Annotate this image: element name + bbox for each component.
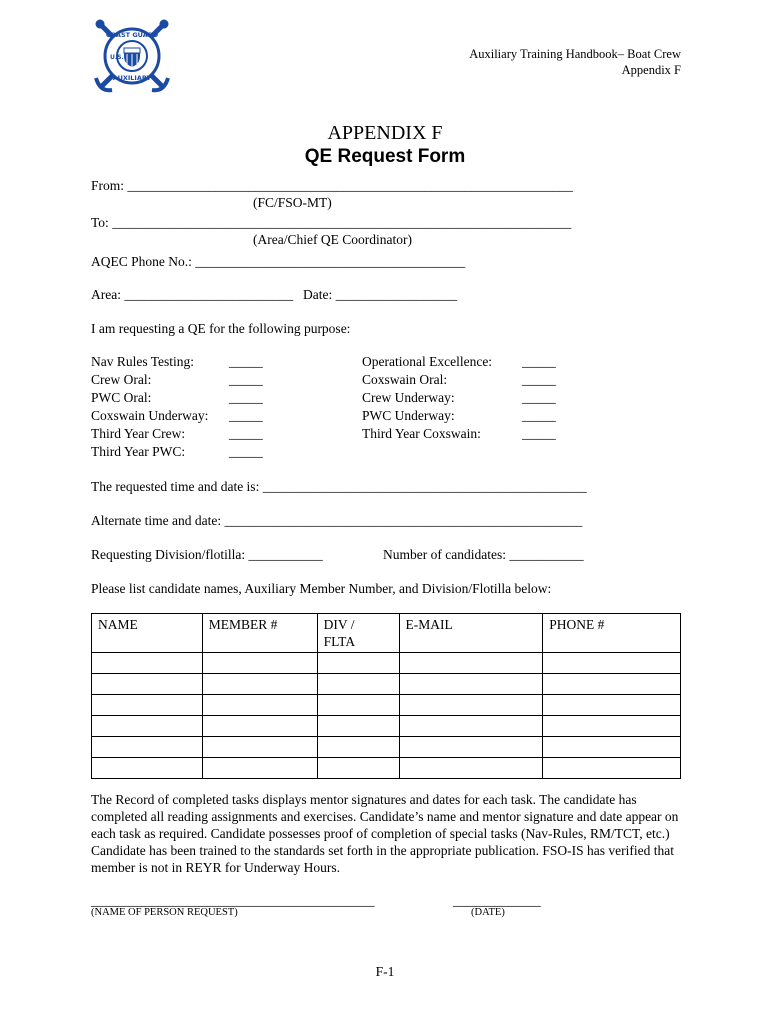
purpose-left-1: Crew Oral: xyxy=(91,372,152,387)
cell-div[interactable] xyxy=(317,653,399,674)
purpose-intro: I am requesting a QE for the following purpose: xyxy=(91,321,351,336)
cell-email[interactable] xyxy=(399,716,543,737)
cell-div[interactable] xyxy=(317,758,399,779)
appendix-title: APPENDIX F xyxy=(327,122,443,144)
certification-paragraph: The Record of completed tasks displays mentor signatures and dates for each task. The candidate has completed all reading assignments and exercises. Candidate’s name and mentor signature and date appear on each task as required. Candidate possesses proof of completion of special tasks (Nav-Rules, RM/TCT, etc.) Candidate has been trained to the standards set forth in the appropriate publication. FSO-IS has verified that member is not in REYR for Underway Hours. xyxy=(91,792,679,875)
to-caption: (Area/Chief QE Coordinator) xyxy=(253,232,412,247)
header-div-flta-text: DIV / FLTA xyxy=(323,617,356,649)
alternate-time-line[interactable] xyxy=(91,513,582,529)
purpose-left-5-blank[interactable]: _____ xyxy=(229,444,263,459)
candidates-count-label: Number of candidates: xyxy=(383,547,510,562)
svg-text:COAST GUARD: COAST GUARD xyxy=(105,31,159,39)
candidates-count-line[interactable] xyxy=(383,547,584,563)
page-number: F-1 xyxy=(375,964,395,979)
purpose-right-4: Third Year Coxswain: xyxy=(362,426,481,441)
purpose-right-0: Operational Excellence: xyxy=(362,354,493,369)
area-blank[interactable]: _________________________ xyxy=(124,287,294,302)
to-line[interactable] xyxy=(91,215,571,231)
date-label: Date: xyxy=(303,287,336,302)
purpose-left-5: Third Year PWC: xyxy=(91,444,186,459)
purpose-left-3: Coxswain Underway: xyxy=(91,408,209,423)
cell-member[interactable] xyxy=(202,758,317,779)
purpose-right-1: Coxswain Oral: xyxy=(362,372,448,387)
cell-name[interactable] xyxy=(92,758,203,779)
cell-phone[interactable] xyxy=(543,716,681,737)
cell-phone[interactable] xyxy=(543,674,681,695)
header-email: E-MAIL xyxy=(399,614,543,653)
header-phone: PHONE # xyxy=(543,614,681,653)
cell-email[interactable] xyxy=(399,695,543,716)
cell-name[interactable] xyxy=(92,653,203,674)
header-div-flta xyxy=(317,614,399,653)
cell-member[interactable] xyxy=(202,674,317,695)
cell-member[interactable] xyxy=(202,695,317,716)
purpose-left-0-blank[interactable]: _____ xyxy=(229,354,263,369)
requested-time-blank[interactable]: ________________________________________________ xyxy=(262,479,587,494)
table-row[interactable] xyxy=(92,737,681,758)
cell-email[interactable] xyxy=(399,758,543,779)
svg-text:AUXILIARY: AUXILIARY xyxy=(112,74,152,82)
cell-div[interactable] xyxy=(317,716,399,737)
running-header xyxy=(469,46,681,78)
purpose-left-1-blank[interactable]: _____ xyxy=(229,372,263,387)
form-title: QE Request Form xyxy=(304,146,466,167)
aqec-phone-line[interactable] xyxy=(91,254,465,270)
date-line[interactable] xyxy=(303,287,457,303)
purpose-right-4-blank[interactable]: _____ xyxy=(522,426,556,441)
from-blank[interactable]: __________________________________________________________________ xyxy=(127,178,573,193)
purpose-left-4-blank[interactable]: _____ xyxy=(229,426,263,441)
candidates-count-blank[interactable]: ___________ xyxy=(509,547,584,562)
division-line[interactable] xyxy=(91,547,323,563)
alternate-time-blank[interactable]: _____________________________________________________ xyxy=(224,513,583,528)
table-header-row xyxy=(92,614,681,653)
aqec-blank[interactable]: ________________________________________ xyxy=(195,254,466,269)
signature-caption: (NAME OF PERSON REQUEST) xyxy=(91,907,238,918)
cell-email[interactable] xyxy=(399,737,543,758)
cell-email[interactable] xyxy=(399,674,543,695)
cell-name[interactable] xyxy=(92,716,203,737)
requested-time-label: The requested time and date is: xyxy=(91,479,263,494)
cell-member[interactable] xyxy=(202,737,317,758)
from-label: From: xyxy=(91,178,128,193)
sig-date-caption: (DATE) xyxy=(471,907,505,918)
cell-member[interactable] xyxy=(202,653,317,674)
header-line1: Auxiliary Training Handbook– Boat Crew xyxy=(469,47,681,61)
requested-time-line[interactable] xyxy=(91,479,587,495)
signature-blank[interactable]: __________________________________________ xyxy=(91,893,375,908)
purpose-right-3-blank[interactable]: _____ xyxy=(522,408,556,423)
cell-name[interactable] xyxy=(92,695,203,716)
cell-name[interactable] xyxy=(92,737,203,758)
purpose-left-2-blank[interactable]: _____ xyxy=(229,390,263,405)
purpose-right-3: PWC Underway: xyxy=(362,408,455,423)
division-blank[interactable]: ___________ xyxy=(248,547,323,562)
to-blank[interactable]: ____________________________________________________________________ xyxy=(112,215,572,230)
purpose-right-1-blank[interactable]: _____ xyxy=(522,372,556,387)
table-row[interactable] xyxy=(92,695,681,716)
cell-phone[interactable] xyxy=(543,695,681,716)
table-row[interactable] xyxy=(92,758,681,779)
area-line[interactable] xyxy=(91,287,293,303)
purpose-right-0-blank[interactable]: _____ xyxy=(522,354,556,369)
purpose-left-4: Third Year Crew: xyxy=(91,426,186,441)
alternate-time-label: Alternate time and date: xyxy=(91,513,225,528)
cell-div[interactable] xyxy=(317,737,399,758)
svg-text:U.S.: U.S. xyxy=(110,54,124,61)
aqec-label: AQEC Phone No.: xyxy=(91,254,196,269)
cell-div[interactable] xyxy=(317,674,399,695)
cell-phone[interactable] xyxy=(543,737,681,758)
candidate-table xyxy=(91,613,681,779)
header-line2: Appendix F xyxy=(621,63,681,77)
table-row[interactable] xyxy=(92,716,681,737)
cell-name[interactable] xyxy=(92,674,203,695)
cell-phone[interactable] xyxy=(543,653,681,674)
table-row[interactable] xyxy=(92,653,681,674)
to-label: To: xyxy=(91,215,113,230)
sig-date-blank[interactable]: _____________ xyxy=(453,893,541,908)
coast-guard-auxiliary-logo xyxy=(94,18,170,94)
purpose-left-0: Nav Rules Testing: xyxy=(91,354,195,369)
cell-member[interactable] xyxy=(202,716,317,737)
purpose-right-2-blank[interactable]: _____ xyxy=(522,390,556,405)
header-name: NAME xyxy=(92,614,203,653)
cell-email[interactable] xyxy=(399,653,543,674)
from-caption: (FC/FSO-MT) xyxy=(253,195,332,210)
cell-phone[interactable] xyxy=(543,758,681,779)
purpose-right-2: Crew Underway: xyxy=(362,390,455,405)
purpose-left-2: PWC Oral: xyxy=(91,390,152,405)
from-line[interactable] xyxy=(91,178,573,194)
header-member: MEMBER # xyxy=(202,614,317,653)
table-row[interactable] xyxy=(92,674,681,695)
cell-div[interactable] xyxy=(317,695,399,716)
area-label: Area: xyxy=(91,287,125,302)
date-blank[interactable]: __________________ xyxy=(335,287,458,302)
purpose-left-3-blank[interactable]: _____ xyxy=(229,408,263,423)
division-label: Requesting Division/flotilla: xyxy=(91,547,249,562)
list-intro: Please list candidate names, Auxiliary Member Number, and Division/Flotilla below: xyxy=(91,581,552,596)
